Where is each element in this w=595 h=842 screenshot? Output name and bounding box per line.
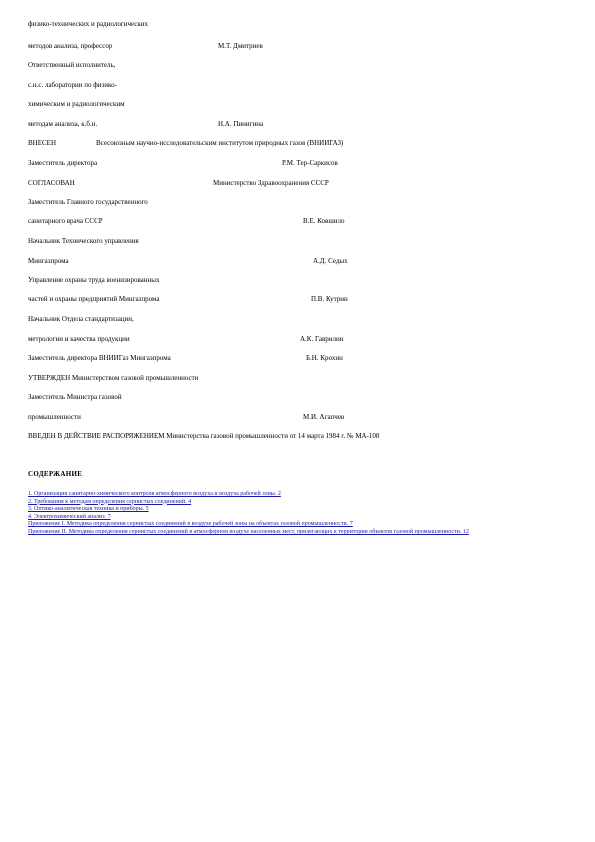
org-line-2: методов анализа, профессор xyxy=(28,42,113,50)
soglasovan-name-kovshilo: В.Е. Ковшило xyxy=(303,217,345,225)
soglasovan-row-6: частей и охраны предприятий Мингазпрома xyxy=(28,295,160,303)
toc-link-appendix-1[interactable]: Приложение I. Методика определения сернистых соединений в воздухе рабочей зоны на объектах газовой промышленности. 7 xyxy=(28,521,353,528)
toc-link-1[interactable]: 1. Организация санитарно-химического контроля атмосферного воздуха и воздуха рабочей зоны. 2 xyxy=(28,491,281,497)
soglasovan-label: СОГЛАСОВАН xyxy=(28,179,75,187)
utverzhden-name-agapchev: М.И. Агапчев xyxy=(303,413,345,421)
toc-link-3[interactable]: 3. Оптико-аналитическая техника и приборы. 5 xyxy=(28,506,149,513)
soglasovan-row-2: санитарного врача СССР xyxy=(28,217,103,225)
vnesen-deputy: Заместитель директора xyxy=(28,159,98,167)
toc-list xyxy=(28,491,538,537)
org-name-pinigina: Н.А. Пинигина xyxy=(218,120,264,128)
utverzhden-label: УТВЕРЖДЕН Министерством газовой промышленности xyxy=(28,374,199,382)
soglasovan-row-4: Мингазпрома xyxy=(28,257,69,265)
soglasovan-row-9: Заместитель директора ВНИИГаз Мингазпрома xyxy=(28,354,171,362)
vveden-text: ВВЕДЕН В ДЕЙСТВИЕ РАСПОРЯЖЕНИЕМ Министерства газовой промышленности от 14 марта 1984 г. № МА-108 xyxy=(28,432,380,440)
soglasovan-row-3: Начальник Технического управления xyxy=(28,237,139,245)
soglasovan-name-kutrin: П.В. Кутрин xyxy=(311,295,348,303)
toc-title: СОДЕРЖАНИЕ xyxy=(28,470,83,478)
org-name-dmitriev: М.Т. Дмитриев xyxy=(218,42,263,50)
org-line-1: физико-технических и радиологических xyxy=(28,20,149,28)
soglasovan-name-gavrilin: А.К. Гаврилин xyxy=(300,335,344,343)
soglasovan-row-1: Заместитель Главного государственного xyxy=(28,198,148,206)
org-line-5: химическим и радиологическим xyxy=(28,100,125,108)
soglasovan-row-5: Управление охраны труда военизированных xyxy=(28,276,160,284)
vnesen-label: ВНЕСЕН xyxy=(28,139,56,147)
soglasovan-name-krokhin: Б.Н. Крохин xyxy=(306,354,343,362)
org-line-6: методам анализа, к.б.н. xyxy=(28,120,98,128)
vnesen-text: Всесоюзным научно-исследовательским институтом природных газов (ВНИИГАЗ) xyxy=(96,139,344,147)
soglasovan-row-7: Начальник Отдела стандартизации, xyxy=(28,315,134,323)
soglasovan-name-sedykh: А.Д. Седых xyxy=(313,257,348,265)
soglasovan-row-8: метрологии и качества продукции xyxy=(28,335,130,343)
toc-link-appendix-2[interactable]: Приложение II. Методика определения сернистых соединений в атмосферном воздухе населенных мест, прилегающих к территории объектов газовой промышленности. 12 xyxy=(28,528,469,535)
utverzhden-row-1: Заместитель Министра газовой xyxy=(28,393,122,401)
toc-link-2[interactable]: 2. Требования к методам определения сернистых соединений. 4 xyxy=(28,498,192,505)
soglasovan-ministry: Министерство Здравоохранения СССР xyxy=(213,179,329,187)
vnesen-deputy-name: Р.М. Тер-Саркисов xyxy=(282,159,338,167)
org-line-4: с.н.с. лаборатории по физико- xyxy=(28,81,117,89)
org-line-3: Ответственный исполнитель, xyxy=(28,61,116,69)
utverzhden-row-2: промышленности xyxy=(28,413,81,421)
toc-link-4[interactable]: 4. Электрохимический анализ. 7 xyxy=(28,513,111,520)
